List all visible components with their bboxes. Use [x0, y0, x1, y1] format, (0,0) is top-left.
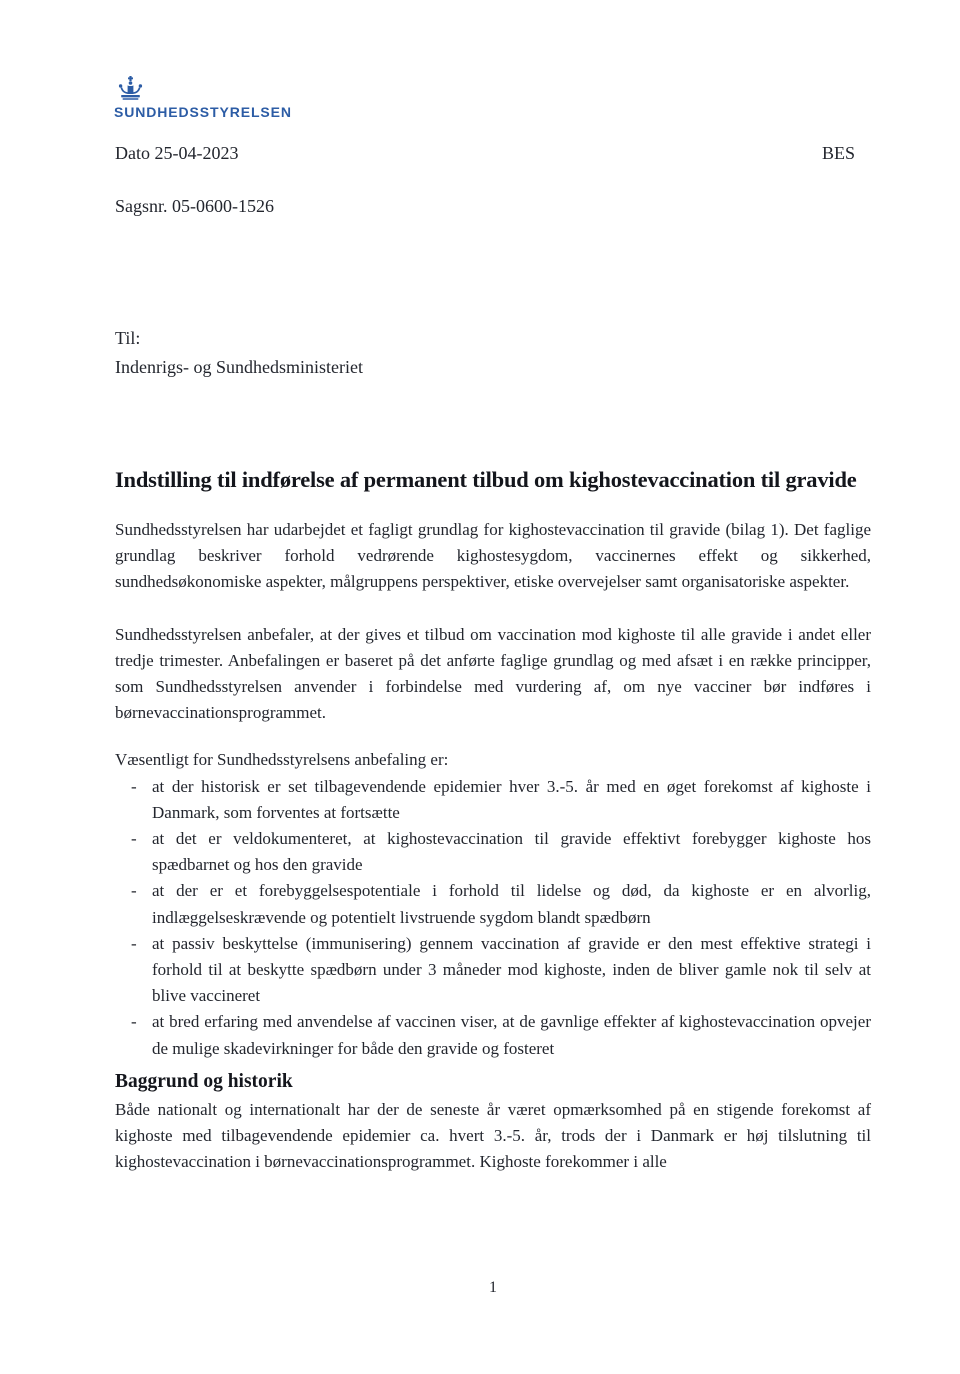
- intro-paragraph-2: Sundhedsstyrelsen anbefaler, at der gives et tilbud om vaccination mod kighoste til alle gravide i andet eller tredje trimester. Anbefalingen er baseret på det anførte faglige grundlag og med afsæt i en række principper, som Sundhedsstyrelsen anvender i forbindelse med vurdering af, om nye vacciner bør indføres i børnevaccinationsprogrammet.: [115, 624, 871, 723]
- list-item: [115, 878, 871, 930]
- meta-row: [115, 143, 871, 164]
- list-item: [115, 826, 871, 878]
- org-name: SUNDHEDSSTYRELSEN: [114, 104, 292, 120]
- case-number: Sagsnr. 05-0600-1526: [115, 196, 274, 216]
- recommendation-bullet-list: [115, 774, 871, 1062]
- bullet-text: at det er veldokumenteret, at kighostevaccination til gravide effektivt forebygger kighoste hos spædbarnet og hos den gravide: [152, 829, 871, 875]
- bullet-text: at passiv beskyttelse (immunisering) gennem vaccination af gravide er den mest effektive strategi i forhold til at beskytte spædbørn under 3 måneder mod kighoste, inden de bliver gamle nok til selv at blive vaccineret: [152, 933, 871, 1006]
- recipient-block: [115, 324, 363, 382]
- recipient-label: Til:: [115, 328, 141, 348]
- author-initials: BES: [821, 143, 855, 163]
- crown-icon: [117, 76, 144, 100]
- background-paragraph: Både nationalt og internationalt har der de seneste år været opmærksomhed på en stigende forekomst af kighoste med tilbagevendende epidemier ca. hvert 3.-5. år, trods der i Danmark er høj tilslutning til kighostevaccination i børnevaccinationsprogrammet. Kighoste forekommer i alle: [115, 1099, 871, 1172]
- bullet-text: at bred erfaring med anvendelse af vaccinen viser, at de gavnlige effekter af kighostevaccination opvejer de mulige skadevirkninger for både den gravide og fosteret: [152, 1012, 871, 1058]
- bullet-marker: -: [131, 1012, 137, 1032]
- recommendation-lead: Væsentligt for Sundhedsstyrelsens anbefaling er:: [115, 750, 449, 770]
- document-title: Indstilling til indførelse af permanent tilbud om kighostevaccination til gravide: [115, 467, 857, 492]
- intro-paragraph-1: Sundhedsstyrelsen har udarbejdet et fagligt grundlag for kighostevaccination til gravide (bilag 1). Det faglige grundlag beskriver forhold vedrørende kighostesygdom, vaccinernes effekt og sikkerhed, sundhedsøkonomiske aspekter, målgruppens perspektiver, etiske overvejelser samt organisatoriske aspekter.: [115, 520, 871, 592]
- list-item: [115, 931, 871, 1010]
- bullet-text: at der historisk er set tilbagevendende epidemier hver 3.-5. år med en øget forekomst af kighoste i Danmark, som forventes at fortsætte: [152, 776, 871, 822]
- bullet-marker: -: [131, 933, 137, 953]
- section-heading-background: Baggrund og historik: [115, 1070, 293, 1092]
- recipient-name: Indenrigs- og Sundhedsministeriet: [115, 357, 363, 377]
- bullet-text: at der er et forebyggelsespotentiale i forhold til lidelse og død, da kighoste er en alvorlig, indlæggelseskrævende og potentielt livstruende sygdom blandt spædbørn: [152, 881, 871, 927]
- bullet-marker: -: [131, 881, 137, 901]
- letter-body: [115, 459, 871, 1175]
- bullet-marker: -: [131, 776, 137, 796]
- page-number: 1: [489, 1279, 497, 1296]
- list-item: [115, 1009, 871, 1061]
- date-label: Dato 25-04-2023: [115, 143, 239, 163]
- list-item: [115, 774, 871, 826]
- org-logo: [114, 76, 292, 120]
- bullet-marker: -: [131, 829, 137, 849]
